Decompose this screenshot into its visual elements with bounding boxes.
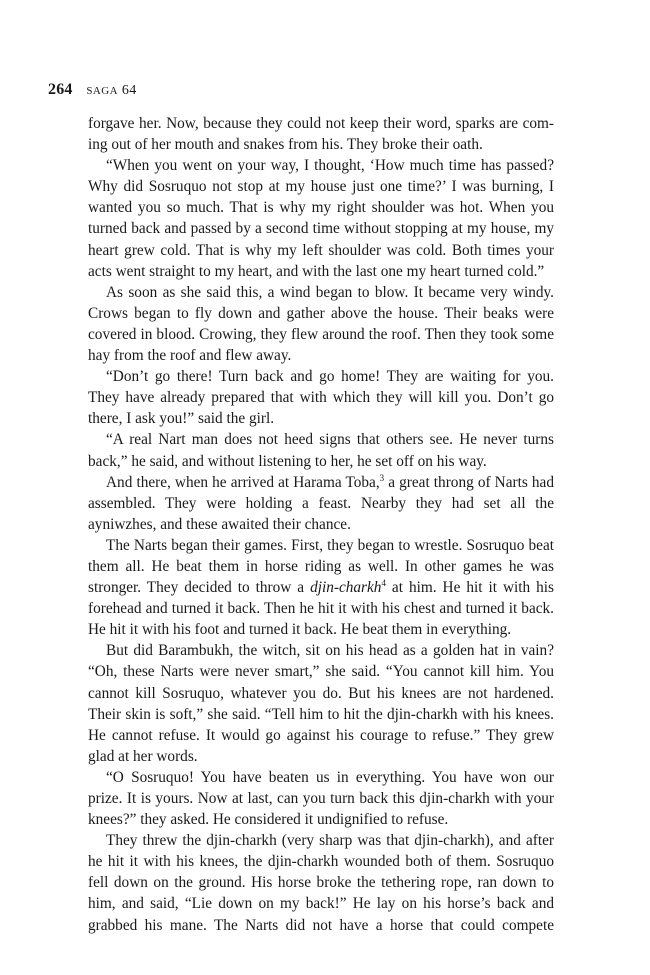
- paragraph-warning: “Don’t go there! Turn back and go home! They are waiting for you. They have already prepared that with which they will kill you. Don’t go there, I ask you!” said the girl.: [88, 368, 554, 428]
- paragraph-barambukh: But did Barambukh, the witch, sit on his head as a golden hat in vain? “Oh, these Narts were never smart,” she said. “You cannot kill him. You cannot kill Sosruquo, whatever you do. But his knees are not hardened. Their skin is soft,” she said. “Tell him to hit the djin-charkh with his knees. He cannot refuse. It would go against his courage to refuse.” They grew glad at her words.: [88, 642, 554, 765]
- games-text-after: at him. He hit it with his forehead and turned it back. Then he hit it with his chest and turned it back. He hit it with his foot and turned it back. He beat them in everything.: [88, 579, 554, 639]
- paragraph-continuation: forgave her. Now, because they could not keep their word, sparks are com-ing out of her mouth and snakes from his. They broke their oath.: [88, 115, 554, 154]
- saga-number: 64: [121, 83, 137, 98]
- paragraph-games: [88, 535, 554, 640]
- paragraph-burning: “When you went on your way, I thought, ‘How much time has passed? Why did Sosruquo not stop at my house just one time?’ I was burning, I wanted you so much. That is why my right shoulder was hot. When you turned back and passed by a second time without stopping at my house, my heart grew cold. That is why my left shoulder was cold. Both times your acts went straight to my heart, and with the last one my heart turned cold.”: [88, 157, 554, 280]
- paragraph-wind: As soon as she said this, a wind began to blow. It became very windy. Crows began to fly down and gather above the house. Their beaks were covered in blood. Crowing, they flew around the roof. Then they took some hay from the roof and flew away.: [88, 283, 554, 365]
- footnote-marker-3: 3: [379, 472, 385, 483]
- paragraph-nart-man: “A real Nart man does not heed signs that others see. He never turns back,” he said, and without listening to her, he set off on his way.: [88, 431, 554, 470]
- harama-text-after: a great throng of Narts had assembled. They were holding a feast. Nearby they had set all the ayniwzhes, and these awaited their chance.: [88, 473, 554, 533]
- page-number: 264: [48, 81, 73, 98]
- running-head: [48, 80, 137, 101]
- paragraph-challenge: “O Sosruquo! You have beaten us in everything. You have won our prize. It is yours. Now at last, can you turn back this djin-charkh with your knees?” they asked. He considered it undignified to refuse.: [88, 768, 554, 829]
- saga-title: [86, 83, 136, 98]
- paragraph-harama-toba: [88, 472, 554, 535]
- harama-text-before: And there, when he arrived at Harama Toba,: [106, 473, 380, 491]
- paragraph-wounded: They threw the djin-charkh (very sharp was that djin-charkh), and after he hit it with his knees, the djin-charkh wounded both of them. Sosruquo fell down on the ground. His horse broke the tethering rope, ran down to him, and said, “Lie down on my back!” He lay on his horse’s back and grabbed his mane. The Narts did not have a horse that could compete: [88, 832, 554, 934]
- games-text-before: The Narts began their games. First, they began to wrestle. Sosruquo beat them all. He beat them in horse riding as well. In other games he was stronger. They decided to throw a: [88, 536, 554, 597]
- djin-charkh-term: djin-charkh: [310, 579, 382, 597]
- saga-label: saga: [86, 82, 118, 98]
- body-text: [88, 113, 554, 936]
- footnote-marker-4: 4: [381, 577, 386, 588]
